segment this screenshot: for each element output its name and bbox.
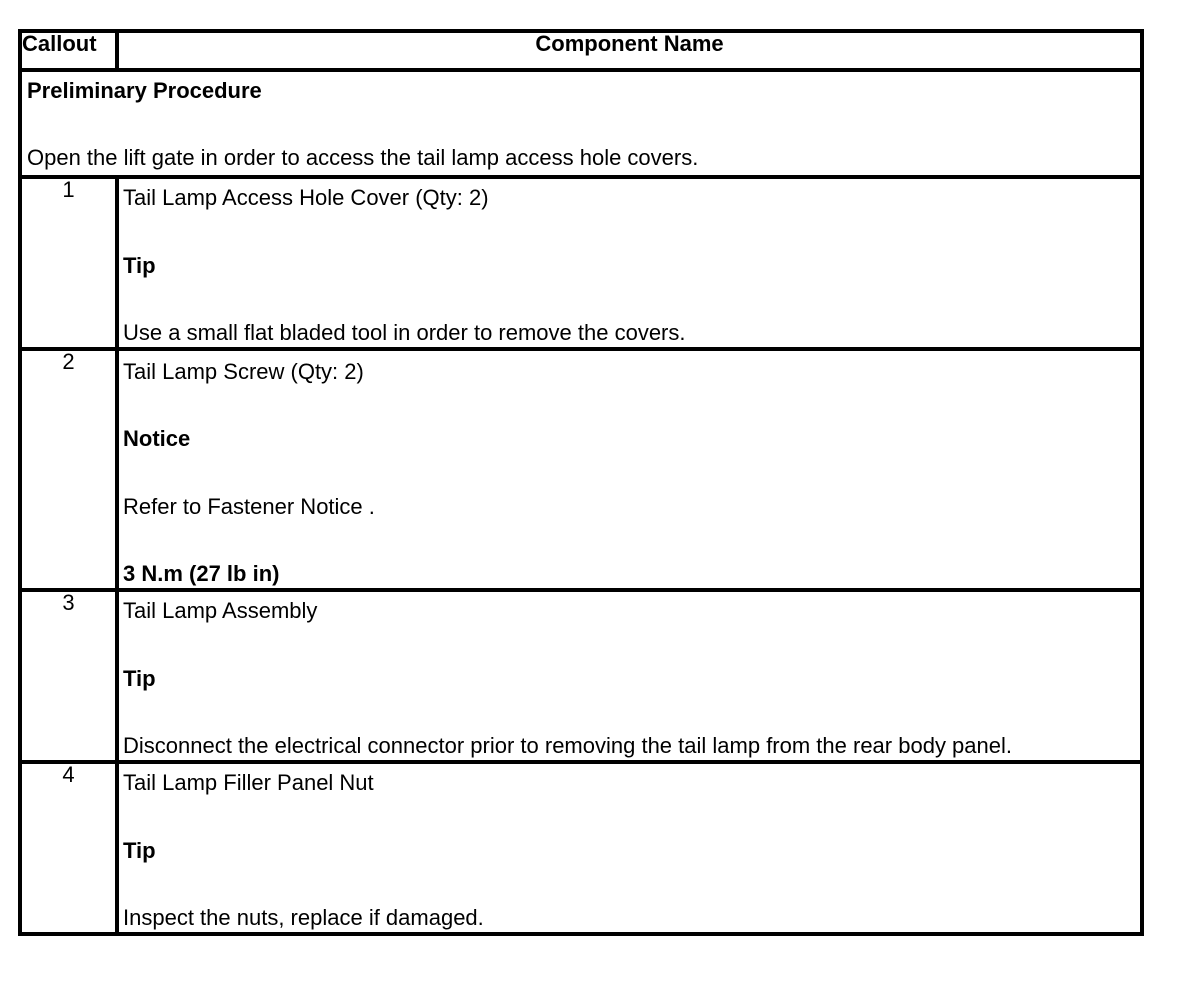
table-row xyxy=(20,590,1142,762)
callout-number: 4 xyxy=(20,762,117,934)
note-text: Refer to Fastener Notice . xyxy=(123,494,375,519)
component-name: Tail Lamp Filler Panel Nut xyxy=(123,770,374,795)
header-component-name: Component Name xyxy=(117,31,1142,70)
callout-number: 3 xyxy=(20,590,117,762)
table-row xyxy=(20,762,1142,934)
component-cell xyxy=(117,762,1142,934)
component-cell xyxy=(117,349,1142,590)
component-name: Tail Lamp Access Hole Cover (Qty: 2) xyxy=(123,185,489,210)
component-name: Tail Lamp Screw (Qty: 2) xyxy=(123,359,364,384)
header-callout: Callout xyxy=(20,31,117,70)
callout-number: 2 xyxy=(20,349,117,590)
component-cell xyxy=(117,177,1142,349)
note-text: Inspect the nuts, replace if damaged. xyxy=(123,905,484,930)
preliminary-row xyxy=(20,70,1142,177)
preliminary-text: Open the lift gate in order to access the tail lamp access hole covers. xyxy=(27,145,699,170)
preliminary-title: Preliminary Procedure xyxy=(27,78,262,103)
note-label: Tip xyxy=(123,666,156,691)
note-text: Disconnect the electrical connector prior to removing the tail lamp from the rear body panel. xyxy=(123,733,1012,758)
preliminary-cell xyxy=(20,70,1142,177)
header-row xyxy=(20,31,1142,70)
note-label: Tip xyxy=(123,838,156,863)
procedure-table xyxy=(18,29,1144,936)
note-label: Tip xyxy=(123,253,156,278)
callout-number: 1 xyxy=(20,177,117,349)
note-text: Use a small flat bladed tool in order to remove the covers. xyxy=(123,320,686,345)
note-label: Notice xyxy=(123,426,191,451)
component-name: Tail Lamp Assembly xyxy=(123,598,318,623)
table-row xyxy=(20,177,1142,349)
torque-spec: 3 N.m (27 lb in) xyxy=(123,561,280,586)
component-cell xyxy=(117,590,1142,762)
table-row xyxy=(20,349,1142,590)
